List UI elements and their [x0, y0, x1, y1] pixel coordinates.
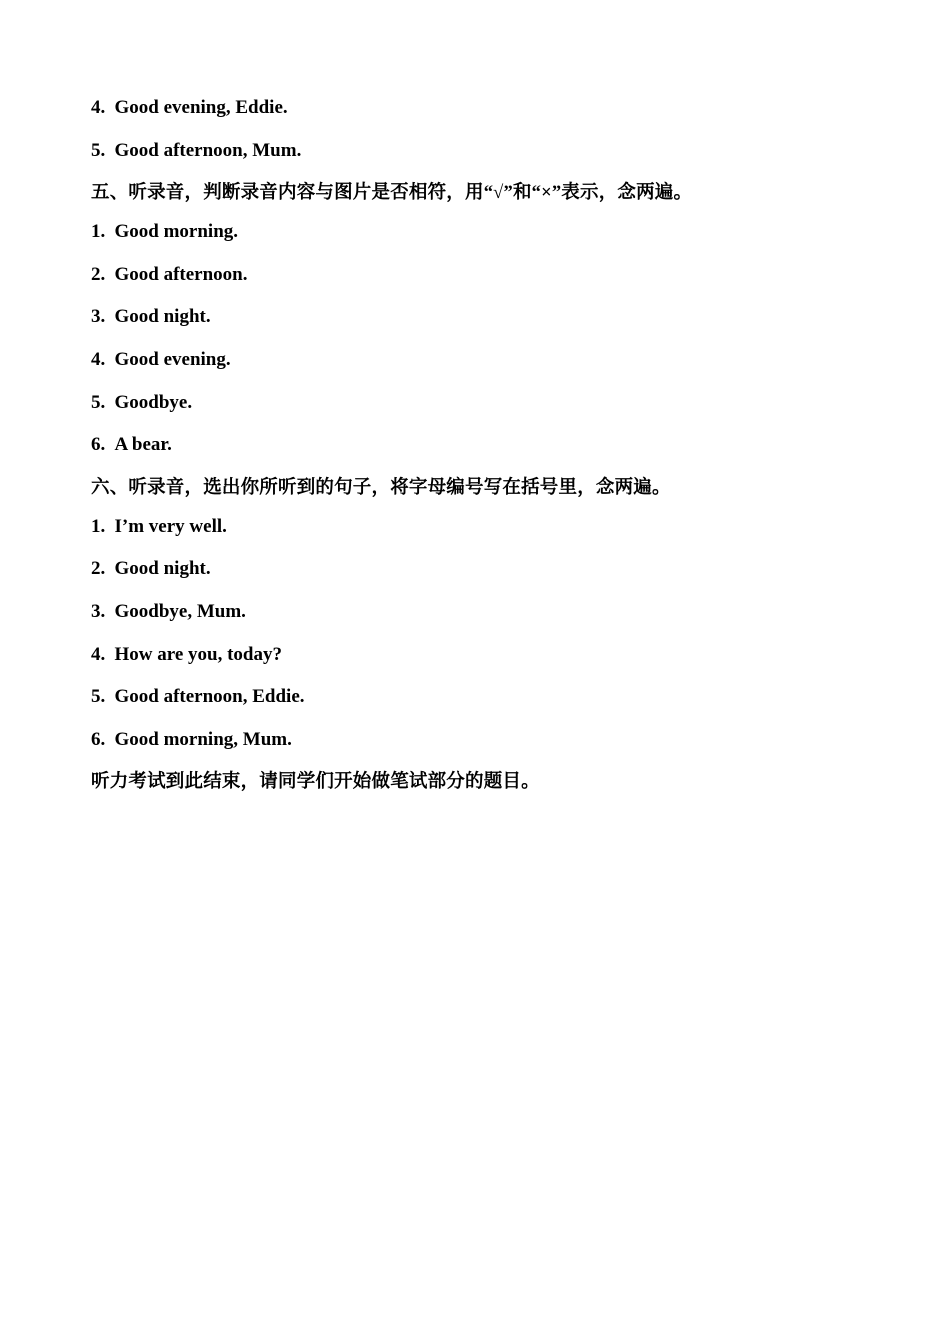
section6-item-4: 4. How are you, today? [91, 639, 891, 671]
section5-item-5: 5. Goodbye. [91, 387, 891, 419]
item-number: 3 [91, 600, 101, 622]
item-number: 3 [91, 306, 101, 328]
item-text: Goodbye. [114, 391, 193, 413]
item-number: 4 [91, 97, 101, 118]
item-number: 5 [91, 686, 101, 708]
item-number: 1 [91, 515, 101, 537]
item-number: 1 [91, 221, 101, 243]
section6-item-3: 3. Goodbye, Mum. [91, 596, 891, 628]
section6-item-5: 5. Good afternoon, Eddie. [91, 681, 891, 713]
item-number: 2 [91, 263, 101, 285]
item-text: Goodbye, Mum. [114, 600, 246, 622]
document-page [91, 92, 891, 805]
section6-item-1: 1. I’m very well. [91, 511, 891, 543]
item-text: Good night. [114, 306, 211, 328]
item-number: 4 [91, 643, 101, 665]
item-text: Good morning, Mum. [114, 728, 292, 750]
closing-note: 听力考试到此结束，请同学们开始做笔试部分的题目。 [91, 772, 540, 793]
item-number: 5 [91, 391, 101, 413]
item-text: Good morning. [114, 221, 239, 243]
item-text: Good night. [114, 558, 211, 580]
section4-item-5: 5. Good afternoon, Mum. [91, 135, 891, 167]
section4-item-4: 4. Good evening, Eddie. [91, 92, 891, 124]
section5-heading: 五、听录音，判断录音内容与图片是否相符，用“√”和“×”表示，念两遍。 [91, 183, 693, 204]
section5-item-2: 2. Good afternoon. [91, 259, 891, 291]
item-text: Good evening. [114, 348, 231, 370]
item-number: 5 [91, 139, 101, 161]
section6-heading: 六、听录音，选出你所听到的句子，将字母编号写在括号里，念两遍。 [91, 477, 671, 498]
section5-item-4: 4. Good evening. [91, 344, 891, 376]
section6-item-2: 2. Good night. [91, 553, 891, 585]
section5-item-1: 1. Good morning. [91, 216, 891, 248]
item-number: 6 [91, 728, 101, 750]
item-text: Good afternoon, Eddie. [114, 686, 305, 708]
section5-item-6: 6. A bear. [91, 429, 891, 461]
section6-item-6: 6. Good morning, Mum. [91, 724, 891, 756]
item-text: A bear. [114, 434, 172, 456]
item-text: I’m very well. [114, 515, 227, 537]
item-number: 2 [91, 558, 101, 580]
item-text: How are you, today? [114, 643, 282, 665]
item-number: 4 [91, 348, 101, 370]
item-text: Good evening, Eddie. [114, 97, 288, 118]
item-text: Good afternoon. [114, 263, 248, 285]
item-text: Good afternoon, Mum. [114, 139, 302, 161]
item-number: 6 [91, 434, 101, 456]
section5-item-3: 3. Good night. [91, 301, 891, 333]
